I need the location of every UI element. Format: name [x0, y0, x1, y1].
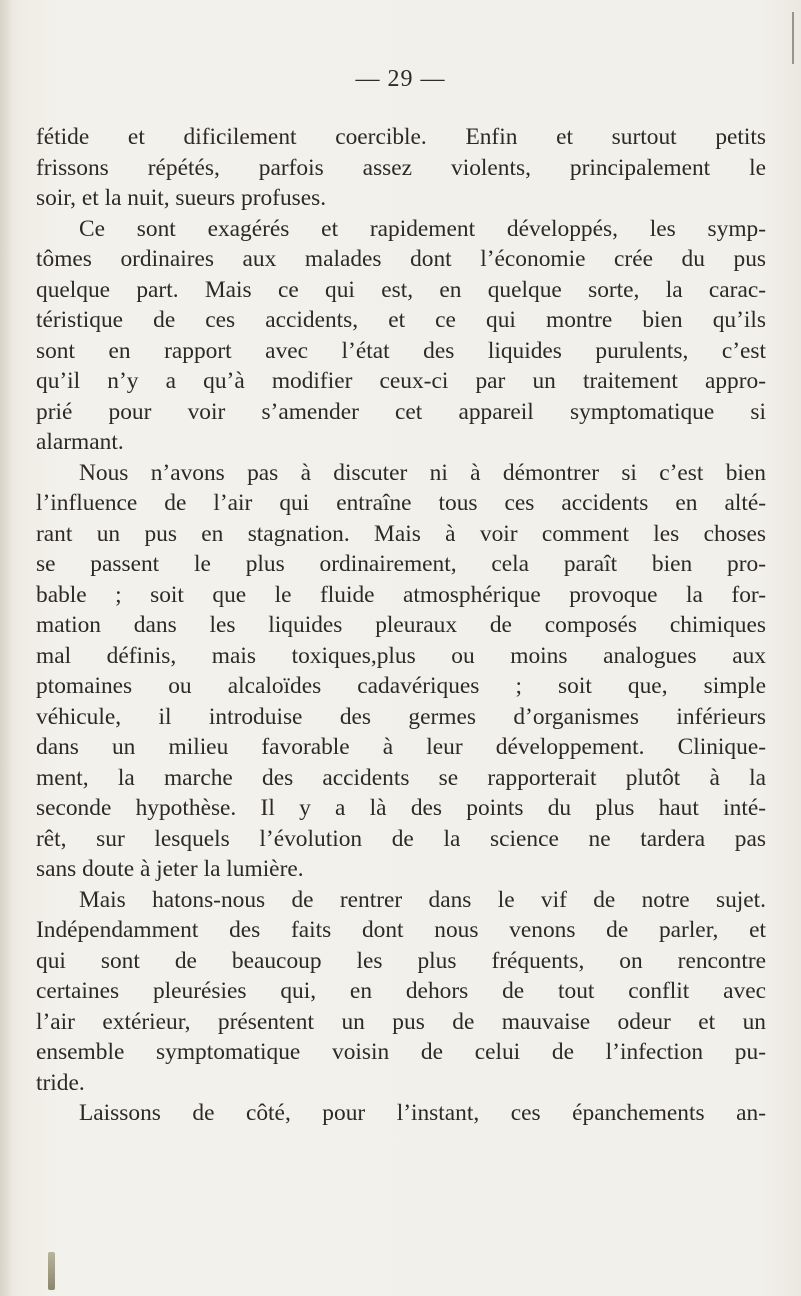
text-line: téristique de ces accidents, et ce qui montre bien qu’ils — [36, 307, 766, 333]
text-line: prié pour voir s’amender cet appareil symptomatique si — [36, 398, 766, 425]
text-line: dans un milieu favorable à leur développement. Clinique- — [36, 734, 766, 760]
page-number: — 29 — — [355, 66, 446, 92]
page-left-edge-shadow — [0, 0, 12, 1296]
text-line: fétide et dificilement coercible. Enfin et surtout petits — [36, 124, 766, 150]
text-line: véhicule, il introduise des germes d’organismes inférieurs — [36, 703, 766, 730]
page-stain — [48, 1252, 55, 1290]
text-line: quelque part. Mais ce qui est, en quelque sorte, la carac- — [36, 276, 766, 303]
text-line: tômes ordinaires aux malades dont l’économie crée du pus — [36, 246, 766, 272]
text-line: mal définis, mais toxiques,plus ou moins analogues aux — [36, 642, 766, 669]
text-line: seconde hypothèse. Il y a là des points du plus haut inté- — [36, 795, 766, 821]
text-line: rêt, sur lesquels l’évolution de la science ne tardera pas — [36, 825, 766, 852]
text-line: ptomaines ou alcaloïdes cadavériques ; soit que, simple — [36, 673, 766, 699]
text-line: Mais hatons-nous de rentrer dans le vif de notre sujet. — [79, 886, 766, 913]
text-line: sont en rapport avec l’état des liquides purulents, c’est — [36, 337, 766, 364]
text-line: soir, et la nuit, sueurs profuses. — [36, 185, 327, 211]
body-text — [36, 122, 766, 1129]
text-line: Laissons de côté, pour l’instant, ces épanchements an- — [79, 1100, 766, 1126]
margin-mark — [792, 12, 794, 64]
text-line: sans doute à jeter la lumière. — [36, 856, 304, 882]
text-line: ensemble symptomatique voisin de celui de l’infection pu- — [36, 1039, 766, 1065]
text-line: certaines pleurésies qui, en dehors de tout conflit avec — [36, 978, 766, 1004]
text-line: frissons répétés, parfois assez violents, principalement le — [36, 154, 766, 181]
text-line: ment, la marche des accidents se rapporterait plutôt à la — [36, 764, 766, 791]
text-line: mation dans les liquides pleuraux de composés chimiques — [36, 612, 766, 638]
text-line: tride. — [36, 1069, 85, 1096]
text-line: se passent le plus ordinairement, cela paraît bien pro- — [36, 551, 766, 577]
text-line: Ce sont exagérés et rapidement développés, les symp- — [79, 215, 766, 242]
text-line: l’influence de l’air qui entraîne tous ces accidents en alté- — [36, 490, 766, 516]
text-line: rant un pus en stagnation. Mais à voir comment les choses — [36, 520, 766, 547]
text-line: bable ; soit que le fluide atmosphérique provoque la for- — [36, 581, 766, 608]
text-line: qu’il n’y a qu’à modifier ceux-ci par un traitement appro- — [36, 368, 766, 394]
text-line: l’air extérieur, présentent un pus de mauvaise odeur et un — [36, 1008, 766, 1035]
text-line: alarmant. — [36, 429, 124, 455]
text-line: Nous n’avons pas à discuter ni à démontrer si c’est bien — [79, 459, 766, 486]
text-line: qui sont de beaucoup les plus fréquents, on rencontre — [36, 947, 766, 974]
text-line: Indépendamment des faits dont nous venons de parler, et — [36, 917, 766, 943]
